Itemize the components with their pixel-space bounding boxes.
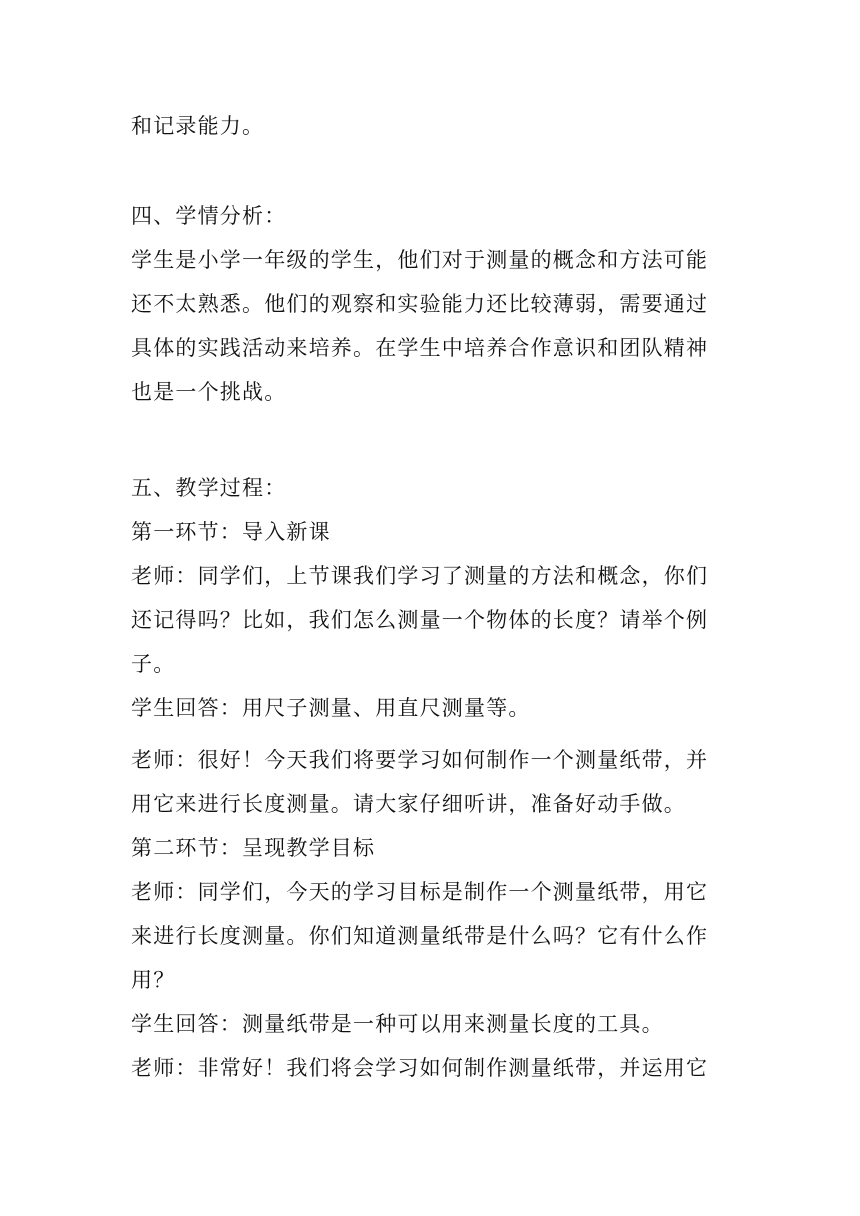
text-line: 也是一个挑战。 <box>131 380 287 404</box>
text-line: 学生回答：测量纸带是一种可以用来测量长度的工具。 <box>131 1012 664 1036</box>
text-line: 老师：很好！今天我们将要学习如何制作一个测量纸带，并 <box>131 748 709 772</box>
text-line: 具体的实践活动来培养。在学生中培养合作意识和团队精神 <box>131 336 709 360</box>
text-line: 还记得吗？比如，我们怎么测量一个物体的长度？请举个例 <box>131 608 709 632</box>
section-heading-teaching-process: 五、教学过程： <box>131 476 287 500</box>
text-line: 学生回答：用尺子测量、用直尺测量等。 <box>131 696 531 720</box>
text-line: 还不太熟悉。他们的观察和实验能力还比较薄弱，需要通过 <box>131 292 709 316</box>
text-line: 老师：同学们，上节课我们学习了测量的方法和概念，你们 <box>131 564 709 588</box>
text-line: 用？ <box>131 968 176 992</box>
text-line: 老师：非常好！我们将会学习如何制作测量纸带，并运用它 <box>131 1056 709 1080</box>
text-line: 和记录能力。 <box>131 114 265 138</box>
text-line: 老师：同学们，今天的学习目标是制作一个测量纸带，用它 <box>131 880 709 904</box>
text-line: 子。 <box>131 652 176 676</box>
text-line: 来进行长度测量。你们知道测量纸带是什么吗？它有什么作 <box>131 924 709 948</box>
text-line: 用它来进行长度测量。请大家仔细听讲，准备好动手做。 <box>131 792 686 816</box>
subsection-heading: 第二环节：呈现教学目标 <box>131 836 376 860</box>
text-line: 学生是小学一年级的学生，他们对于测量的概念和方法可能 <box>131 248 709 272</box>
subsection-heading: 第一环节：导入新课 <box>131 520 331 544</box>
section-heading-student-analysis: 四、学情分析： <box>131 204 287 228</box>
